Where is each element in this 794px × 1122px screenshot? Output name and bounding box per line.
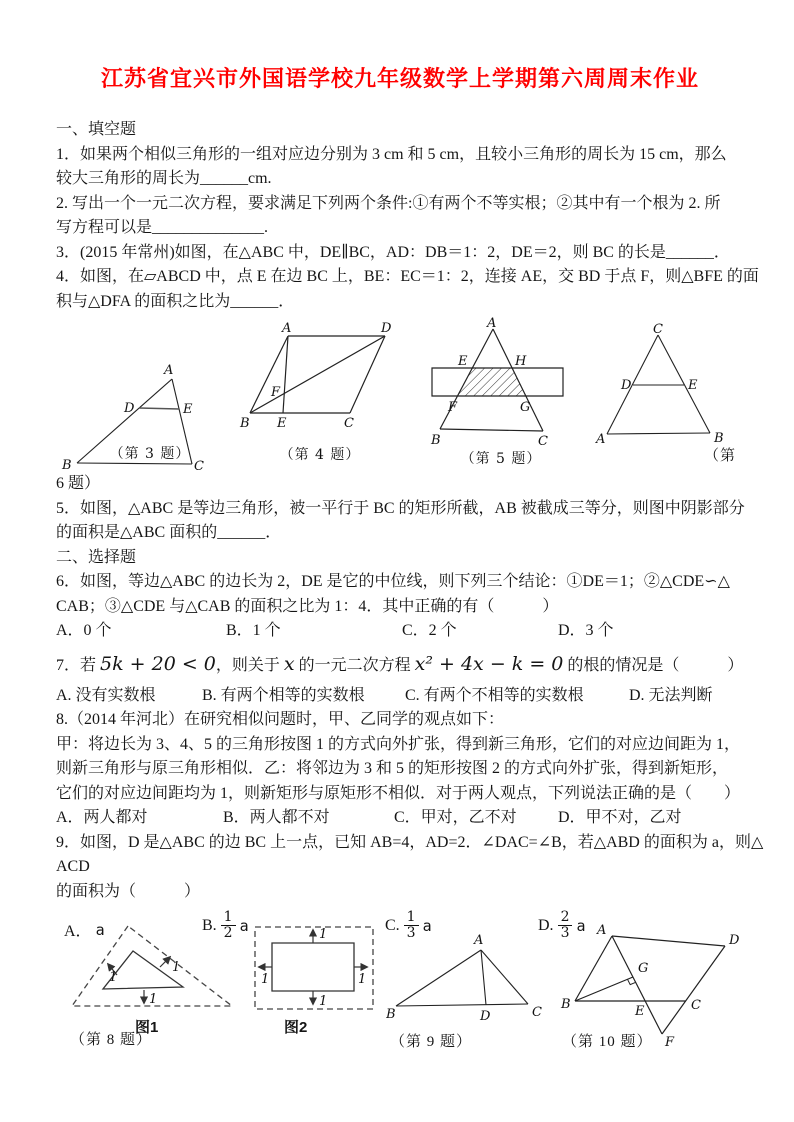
vertex-label: B <box>386 1007 396 1022</box>
figure-q4 <box>235 321 400 466</box>
figure-q3 <box>60 353 215 471</box>
q5-line-2: 的面积是△ABC 面积的______． <box>56 524 282 541</box>
vertex-label: C <box>538 434 548 449</box>
vertex-label: B <box>62 458 72 471</box>
q6-line-2: CAB；③△CDE 与△CAB 的面积之比为 1：4．其中正确的有（ ） <box>56 597 559 615</box>
vertex-label: C <box>532 1005 542 1020</box>
option-value: a <box>422 916 432 935</box>
q7-option-a: A. 没有实数根 <box>56 686 156 704</box>
vertex-label: D <box>381 321 392 336</box>
vertex-label: E <box>688 378 698 393</box>
figure-strip-2 <box>56 904 744 1056</box>
q1-line-1: 1．如果两个相似三角形的一组对应边分别为 3 cm 和 5 cm，且较小三角形的周长为 15 cm，那么 <box>56 145 727 163</box>
vertex-label: B <box>431 433 441 448</box>
q7-option-c: C. 有两个不相等的实数根 <box>405 686 584 704</box>
q6-line-1: 6．如图，等边△ABC 的边长为 2，DE 是它的中位线，则下列三个结论：①DE＝1；②△CDE∽△ <box>56 573 730 590</box>
figure-q9 <box>386 932 556 1024</box>
vertex-label: A <box>474 933 484 948</box>
shaded-trapezoid <box>457 368 526 396</box>
figure-caption: （第 3 题） <box>109 446 191 462</box>
figure-strip-1 <box>56 314 744 472</box>
figure-q9-caption: （第 9 题） <box>390 1034 473 1050</box>
q8-line-3: 则新三角形与原三角形相似．乙：将邻边为 3 和 5 的矩形按图 2 的方式向外扩张，得到新矩形， <box>56 760 729 777</box>
q5-line-1: 5．如图，△ABC 是等边三角形，被一平行于 BC 的矩形所截，AB 被截成三等分，则图中阴影部分 <box>56 499 745 517</box>
vertex-label: C <box>344 416 354 431</box>
inner-rectangle <box>272 943 354 991</box>
q8-option-a: A．两人都对 <box>56 809 148 826</box>
q7-line <box>56 644 744 684</box>
vertex-label: A <box>164 363 174 378</box>
vertex-label: G <box>638 961 649 976</box>
vertex-label: E <box>183 402 193 417</box>
q6-caption-wrap: 6 题） <box>56 475 101 492</box>
figure-q8-caption: （第 8 题） <box>70 1032 153 1048</box>
q8-line-4: 它们的对应边间距均为 1，则新矩形与原矩形不相似．对于两人观点，下列说法正确的是（ ） <box>56 784 741 802</box>
q6-option-c: C．2 个 <box>402 622 457 639</box>
q7-text: 7．若 <box>56 656 101 674</box>
figure-q10-caption: （第 10 题） <box>562 1034 653 1050</box>
vertex-label: D <box>124 401 135 416</box>
option-letter: C. <box>385 916 400 934</box>
q7-option-b: B. 有两个相等的实数根 <box>202 686 365 704</box>
gap-label: 1 <box>149 992 158 1007</box>
vertex-label: E <box>635 1004 645 1019</box>
q7-text: 的根的情况是（ ） <box>563 656 744 674</box>
q7-formula-1: 5k + 20 < 0 <box>100 652 216 675</box>
gap-label: 1 <box>319 927 328 942</box>
q7-option-d: D. 无法判断 <box>629 686 713 704</box>
vertex-label: B <box>240 416 250 431</box>
q6-options-row <box>56 619 744 644</box>
figure-caption: （第 5 题） <box>460 451 542 467</box>
vertex-label: H <box>515 354 527 369</box>
q8-options-row <box>56 806 744 831</box>
gap-label: 1 <box>319 994 328 1009</box>
outer-dashed-rectangle <box>255 927 373 1009</box>
figure-q8-2 <box>250 921 382 1013</box>
section-2-heading: 二、选择题 <box>56 548 137 566</box>
q9-line-2: ACD <box>56 858 90 875</box>
vertex-label: F <box>665 1035 675 1048</box>
vertex-label: E <box>458 354 468 369</box>
option-value: a <box>239 916 249 935</box>
vertex-label: A <box>487 317 497 331</box>
q7-variable-x: x <box>283 652 295 675</box>
vertex-label: A <box>282 321 292 336</box>
fraction-numerator: 2 <box>558 910 573 926</box>
vertex-label: D <box>729 933 740 948</box>
q9-line-3: 的面积为（ ） <box>56 882 201 900</box>
gap-label: 1 <box>172 960 181 975</box>
figure-2-label: 图2 <box>284 1019 308 1036</box>
option-letter: B. <box>202 916 217 934</box>
option-value: a <box>95 920 105 939</box>
vertex-label: E <box>277 416 287 431</box>
q7-text: ，则关于 <box>215 656 284 674</box>
q9-line-1: 9．如图，D 是△ABC 的边 BC 上一点，已知 AB=4，AD=2．∠DAC=∠B，若△ABD 的面积为 a，则△ <box>56 833 764 851</box>
q8-line-1: 8.（2014 年河北）在研究相似问题时，甲、乙同学的观点如下： <box>56 711 505 728</box>
figure-q6-caption-open: （第 <box>704 448 737 464</box>
option-letter: D. <box>538 916 554 934</box>
figure-q5 <box>425 317 575 467</box>
section-1-heading: 一、填空题 <box>56 121 137 138</box>
option-value: a <box>576 916 586 935</box>
figure-caption: （第 4 题） <box>279 447 361 463</box>
q8-line-2: 甲：将边长为 3、4、5 的三角形按图 1 的方式向外扩张，得到新三角形，它们的对应边间距为 1， <box>56 735 741 753</box>
figure-q8-1 <box>64 918 240 1014</box>
q7-formula-2: x² + 4x − k = 0 <box>414 652 564 675</box>
gap-label: 1 <box>109 970 118 985</box>
q3-line: 3．(2015 年常州)如图，在△ABC 中，DE∥BC，AD：DB＝1：2，DE＝2，则 BC 的长是______． <box>56 243 730 261</box>
q8-option-c: C．甲对，乙不对 <box>394 809 517 826</box>
vertex-label: D <box>621 378 632 393</box>
q8-option-b: B．两人都不对 <box>223 809 330 826</box>
vertex-label: C <box>691 998 701 1013</box>
vertex-label: G <box>520 400 531 415</box>
figure-1-label: 图1 <box>135 1019 159 1036</box>
q7-options-row <box>56 684 744 709</box>
page-title: 江苏省宜兴市外国语学校九年级数学上学期第六周周末作业 <box>100 66 699 91</box>
option-letter: A． <box>64 923 92 940</box>
gap-label: 1 <box>261 972 270 987</box>
fraction-numerator: 1 <box>221 910 236 926</box>
figure-q6 <box>595 323 735 445</box>
q6-option-b: B．1 个 <box>226 622 281 639</box>
q7-text: 的一元二次方程 <box>294 656 415 674</box>
q2-line-1: 2. 写出一个一元二次方程，要求满足下列两个条件:①有两个不等实根；②其中有一个根为 2. 所 <box>56 194 721 212</box>
vertex-label: B <box>561 997 571 1012</box>
vertex-label: C <box>653 323 663 337</box>
vertex-label: B <box>714 431 724 445</box>
gap-label: 1 <box>358 972 367 987</box>
vertex-label: A <box>596 432 606 445</box>
fraction-denominator: 2 <box>223 925 233 942</box>
fraction-denominator: 3 <box>406 925 416 942</box>
figure-q10 <box>555 916 747 1048</box>
vertex-label: F <box>271 385 281 400</box>
q2-line-2: 写方程可以是______________. <box>56 219 269 236</box>
q6-option-d: D．3 个 <box>558 622 614 639</box>
q4-line-1: 4．如图，在▱ABCD 中，点 E 在边 BC 上，BE：EC＝1：2，连接 AE，交 BD 于点 F，则△BFE 的面 <box>56 268 759 285</box>
vertex-label: C <box>194 459 204 471</box>
q8-option-d: D．甲不对，乙对 <box>558 809 682 826</box>
vertex-label: A <box>597 923 607 938</box>
q1-line-2: 较大三角形的周长为______cm. <box>56 170 272 187</box>
q6-option-a: A．0 个 <box>56 622 112 639</box>
vertex-label: D <box>480 1009 491 1024</box>
vertex-label: F <box>448 400 458 415</box>
fraction-numerator: 1 <box>404 910 419 926</box>
fraction-denominator: 3 <box>560 925 570 942</box>
q4-line-2: 积与△DFA 的面积之比为______． <box>56 292 295 310</box>
